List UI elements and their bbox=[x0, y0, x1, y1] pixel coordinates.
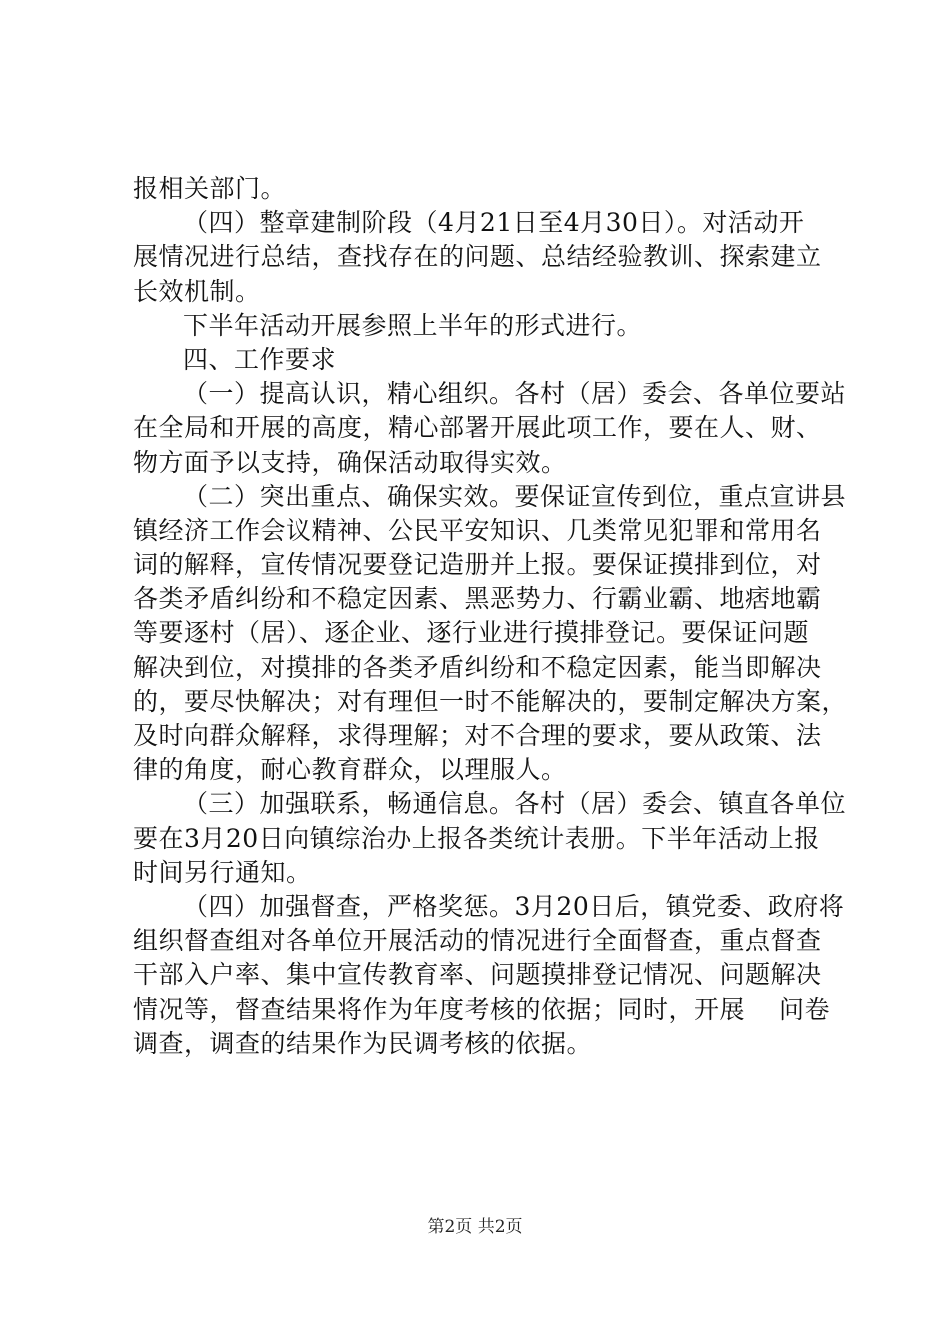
body-text-line: 调查，调查的结果作为民调考核的依据。 bbox=[133, 1028, 593, 1058]
body-text-line: 镇经济工作会议精神、公民平安知识、几类常见犯罪和常用名 bbox=[133, 515, 822, 545]
body-text-line: 展情况进行总结，查找存在的问题、总结经验教训、探索建立 bbox=[133, 242, 822, 272]
body-text-line: 各类矛盾纠纷和不稳定因素、黑恶势力、行霸业霸、地痞地霸 bbox=[133, 584, 822, 614]
body-text-line: 词的解释，宣传情况要登记造册并上报。要保证摸排到位，对 bbox=[133, 550, 822, 580]
body-text-line: （一）提高认识，精心组织。各村（居）委会、各单位要站 bbox=[183, 379, 847, 409]
body-text-line: 解决到位，对摸排的各类矛盾纠纷和不稳定因素，能当即解决 bbox=[133, 652, 822, 682]
body-text-line: 及时向群众解释，求得理解；对不合理的要求，要从政策、法 bbox=[133, 721, 822, 750]
body-text-line: 报相关部门。 bbox=[133, 174, 287, 203]
body-text-line: （四）整章建制阶段（4月21日至4月30日）。对活动开 bbox=[183, 208, 805, 238]
body-text-line: 情况等，督查结果将作为年度考核的依据；同时，开展 问卷 bbox=[133, 994, 830, 1024]
body-text-line: 等要逐村（居）、逐企业、逐行业进行摸排登记。要保证问题 bbox=[133, 618, 810, 648]
body-text-line: 长效机制。 bbox=[133, 276, 261, 306]
body-text-line: 律的角度，耐心教育群众，以理服人。 bbox=[133, 755, 567, 785]
body-text-line: 四、工作要求 bbox=[183, 344, 337, 374]
body-text-line: 物方面予以支持，确保活动取得实效。 bbox=[133, 447, 567, 477]
body-text-line: 干部入户率、集中宣传教育率、问题摸排登记情况、问题解决 bbox=[133, 960, 822, 990]
body-text-line: 时间另行通知。 bbox=[133, 857, 312, 887]
body-text-line: （三）加强联系，畅通信息。各村（居）委会、镇直各单位 bbox=[183, 789, 847, 819]
body-text-line: 在全局和开展的高度，精心部署开展此项工作，要在人、财、 bbox=[133, 413, 822, 443]
body-text-line: （二）突出重点、确保实效。要保证宣传到位，重点宣讲县 bbox=[183, 481, 847, 511]
body-text-line: 组织督查组对各单位开展活动的情况进行全面督查，重点督查 bbox=[133, 926, 822, 956]
body-text-line: （四）加强督查，严格奖惩。3月20日后，镇党委、政府将 bbox=[183, 891, 845, 921]
body-text-line: 的，要尽快解决；对有理但一时不能解决的，要制定解决方案， bbox=[133, 686, 848, 716]
body-text-line: 下半年活动开展参照上半年的形式进行。 bbox=[183, 310, 643, 340]
document-body bbox=[133, 172, 848, 1061]
body-text-line: 要在3月20日向镇综治办上报各类统计表册。下半年活动上报 bbox=[133, 823, 820, 853]
page-footer: 第2页 共2页 bbox=[427, 1217, 523, 1237]
